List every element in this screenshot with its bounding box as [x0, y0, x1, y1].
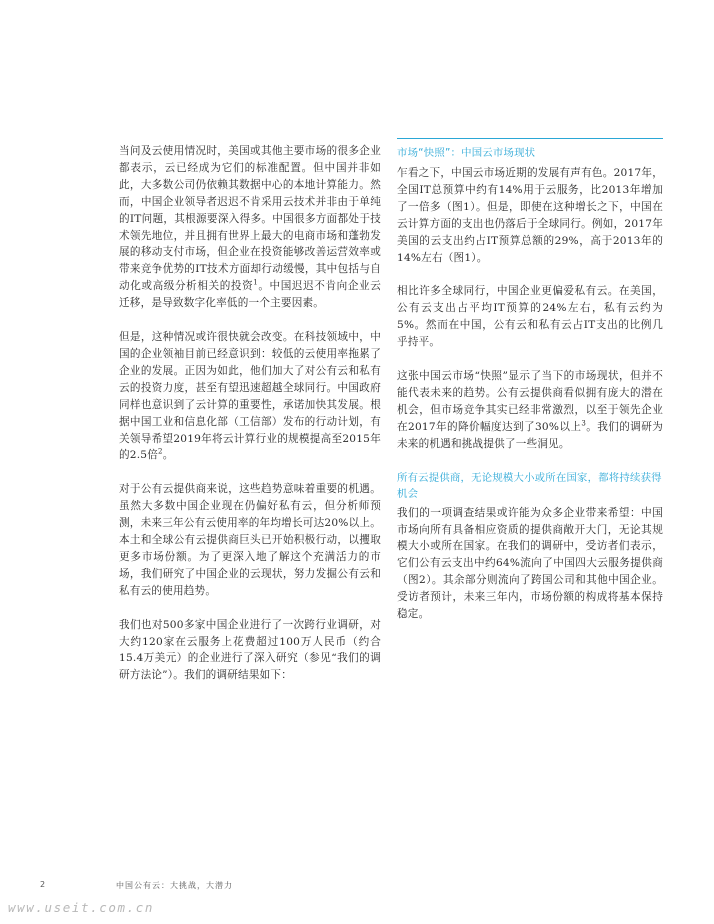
- left-paragraph-4: 我们也对500多家中国企业进行了一次跨行业调研，对大约120家在云服务上花费超过100万人民币（约合15.4万美元）的企业进行了深入研究（参见“我们的调研方法论”）。我们的调研结果如下：: [119, 618, 381, 682]
- right-paragraph-1: 乍看之下，中国云市场近期的发展有声有色。2017年，全国IT总预算中约有14%用于云服务，比2013年增加了一倍多（图1）。但是，即使在这种增长之下，中国在云计算方面的支出也仍落后于全球同行。例如，2017年美国的云支出约占IT预算总额的29%，高于2013年的14%左右（图1）。: [397, 167, 663, 264]
- left-paragraph-3: 对于公有云提供商来说，这些趋势意味着重要的机遇。虽然大多数中国企业现在仍偏好私有云，但分析师预测，未来三年公有云使用率的年均增长可达20%以上。本土和全球公有云提供商巨头已开始积极行动，以攫取更多市场份额。为了更深入地了解这个充满活力的市场，我们研究了中国企业的云现状，努力发掘公有云和私有云的使用趋势。: [119, 483, 381, 597]
- section-heading-providers: 所有云提供商，无论规模大小或所在国家，都将持续获得机会: [397, 471, 662, 500]
- page-number: 2: [40, 880, 46, 889]
- left-column: [119, 143, 381, 701]
- left-paragraph-1: 当问及云使用情况时，美国或其他主要市场的很多企业都表示，云已经成为它们的标准配置。但中国并非如此，大多数公司仍依赖其数据中心的本地计算能力。然而，中国企业领导者迟迟不肯采用云技术并非由于单纯的IT问题，其根源要深入得多。中国很多方面都处于技术领先地位，并且拥有世界上最大的电商市场和蓬勃发展的移动支付市场，但企业在投资能够改善运营效率或带来竞争优势的IT技术方面却行动缓慢，其中包括与自动化或高级分析相关的投资$^1$。中国迟迟不肯向企业云迁移，是导致数字化率低的一个主要因素。: [119, 145, 381, 310]
- right-paragraph-4: 我们的一项调查结果或许能为众多企业带来希望：中国市场向所有具备相应资质的提供商敞开大门，无论其规模大小或所在国家。在我们的调研中，受访者们表示，它们公有云支出中约64%流向了中国四大云服务提供商（图2）。其余部分则流向了跨国公司和其他中国企业。受访者预计，未来三年内，市场份额的构成将基本保持稳定。: [397, 506, 663, 621]
- footer-title: 中国公有云：大挑战，大潜力: [116, 881, 233, 890]
- section-heading-market-snapshot: 市场“快照”：中国云市场现状: [397, 147, 536, 159]
- right-paragraph-2: 相比许多全球同行，中国企业更偏爱私有云。在美国，公有云支出占平均IT预算的24%左右，私有云约为5%。然而在中国，公有云和私有云占IT支出的比例几乎持平。: [397, 285, 663, 349]
- right-column: [397, 145, 663, 640]
- watermark: www.useit.com.cn: [8, 900, 155, 915]
- right-paragraph-3: 这张中国云市场“快照”显示了当下的市场现状，但并不能代表未来的趋势。公有云提供商看似拥有庞大的潜在机会，但市场竞争其实已经非常激烈，以至于领先企业在2017年的降价幅度达到了30%以上$^3$。我们的调研为未来的机遇和挑战提供了一些洞见。: [397, 370, 663, 450]
- section-rule: [397, 138, 663, 139]
- left-paragraph-2: 但是，这种情况或许很快就会改变。在科技领域中，中国的企业领袖目前已经意识到：较低的云使用率拖累了企业的发展。正因为如此，他们加大了对公有云和私有云的投资力度，甚至有望迅速超越全球同行。中国政府同样也意识到了云计算的重要性，承诺加快其发展。根据中国工业和信息化部（工信部）发布的行动计划，有关领导希望2019年将云计算行业的规模提高至2015年的2.5倍$^2$。: [119, 331, 381, 462]
